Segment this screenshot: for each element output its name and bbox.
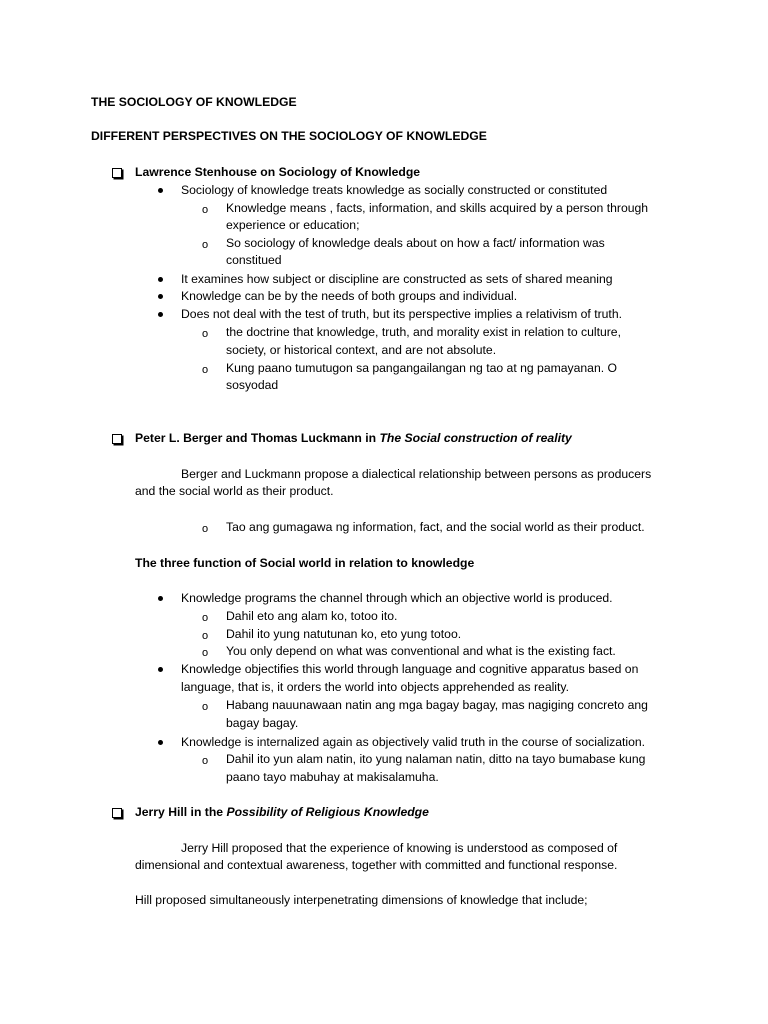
bullet-icon (158, 312, 163, 317)
bullet-icon (158, 740, 163, 745)
sub-list-item: Dahil ito yun alam natin, ito yung nalaman natin, ditto na tayo bumabase kung (226, 752, 646, 766)
paragraph: Berger and Luckmann propose a dialectical relationship between persons as producers (181, 467, 652, 481)
section-heading-berger-luckmann (135, 430, 572, 448)
list-item: It examines how subject or discipline are constructed as sets of shared meaning (181, 272, 613, 286)
paragraph: Jerry Hill proposed that the experience of knowing is understood as composed of (181, 841, 618, 855)
heading-text: Peter L. Berger and Thomas Luckmann in (135, 431, 380, 445)
functions-heading: The three function of Social world in relation to knowledge (135, 556, 475, 570)
sub-list-item-cont: society, or historical context, and are not absolute. (226, 343, 497, 357)
sub-list-item: So sociology of knowledge deals about on how a fact/ information was (226, 236, 605, 250)
sub-list-item-cont: paano tayo mabuhay at makisalamuha. (226, 770, 439, 784)
paragraph-cont: and the social world as their product. (135, 484, 334, 498)
book-title: The Social construction of reality (379, 431, 572, 445)
sub-bullet-icon: o (202, 612, 209, 624)
sub-list-item: the doctrine that knowledge, truth, and morality exist in relation to culture, (226, 325, 621, 339)
sub-bullet-icon: o (202, 755, 209, 767)
sub-bullet-icon: o (202, 364, 209, 376)
checkbox-bullet-icon (112, 434, 122, 444)
sub-list-item: Knowledge means , facts, information, and skills acquired by a person through (226, 201, 649, 215)
paragraph: Hill proposed simultaneously interpenetrating dimensions of knowledge that include; (135, 893, 588, 907)
document-subtitle: DIFFERENT PERSPECTIVES ON THE SOCIOLOGY OF KNOWLEDGE (91, 129, 487, 143)
sub-bullet-icon: o (202, 328, 209, 340)
list-item: Does not deal with the test of truth, but its perspective implies a relativism of truth. (181, 307, 622, 321)
sub-list-item: Dahil eto ang alam ko, totoo ito. (226, 609, 398, 623)
sub-list-item: Kung paano tumutugon sa pangangailangan ng tao at ng pamayanan. O (226, 361, 617, 375)
section-heading-stenhouse: Lawrence Stenhouse on Sociology of Knowledge (135, 165, 421, 179)
sub-bullet-icon: o (202, 630, 209, 642)
sub-bullet-icon: o (202, 647, 209, 659)
bullet-icon (158, 596, 163, 601)
list-item-cont: language, that is, it orders the world into objects apprehended as reality. (181, 680, 569, 694)
sub-list-item: Habang nauunawaan natin ang mga bagay bagay, mas nagiging concreto ang (226, 698, 648, 712)
paragraph-cont: dimensional and contextual awareness, together with committed and functional response. (135, 858, 618, 872)
checkbox-bullet-icon (112, 168, 122, 178)
list-item: Knowledge programs the channel through which an objective world is produced. (181, 591, 613, 605)
book-title: Possibility of Religious Knowledge (226, 805, 429, 819)
list-item: Knowledge is internalized again as objectively valid truth in the course of socialization. (181, 735, 646, 749)
list-item: Knowledge can be by the needs of both groups and individual. (181, 289, 518, 303)
bullet-icon (158, 667, 163, 672)
sub-bullet-icon: o (202, 204, 209, 216)
bullet-icon (158, 188, 163, 193)
list-item: Sociology of knowledge treats knowledge as socially constructed or constituted (181, 183, 608, 197)
checkbox-bullet-icon (112, 808, 122, 818)
bullet-icon (158, 294, 163, 299)
sub-list-item-cont: constitued (226, 253, 282, 267)
sub-list-item-cont: sosyodad (226, 378, 279, 392)
sub-bullet-icon: o (202, 239, 209, 251)
sub-list-item: Tao ang gumagawa ng information, fact, and the social world as their product. (226, 520, 645, 534)
heading-text: Jerry Hill in the (135, 805, 227, 819)
list-item: Knowledge objectifies this world through language and cognitive apparatus based on (181, 662, 639, 676)
sub-list-item-cont: bagay bagay. (226, 716, 299, 730)
sub-list-item: You only depend on what was conventional and what is the existing fact. (226, 644, 616, 658)
document-title: THE SOCIOLOGY OF KNOWLEDGE (91, 95, 297, 109)
bullet-icon (158, 277, 163, 282)
section-heading-jerry-hill (135, 804, 429, 822)
sub-bullet-icon: o (202, 523, 209, 535)
sub-bullet-icon: o (202, 701, 209, 713)
sub-list-item-cont: experience or education; (226, 218, 360, 232)
sub-list-item: Dahil ito yung natutunan ko, eto yung totoo. (226, 627, 462, 641)
